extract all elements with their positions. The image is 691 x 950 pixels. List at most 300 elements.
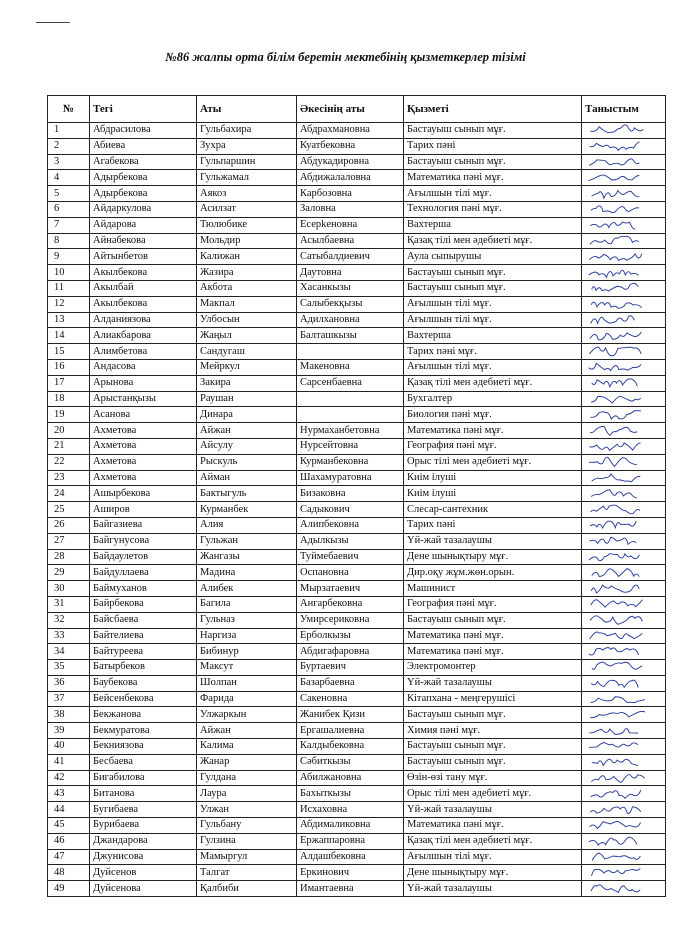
row-patronymic: Салыбекқызы	[297, 296, 404, 312]
row-patronymic: Жанибек Қизи	[297, 707, 404, 723]
row-number: 42	[48, 770, 90, 786]
row-number: 45	[48, 818, 90, 834]
row-surname: Алиакбарова	[90, 328, 197, 344]
row-surname: Ахметова	[90, 438, 197, 454]
row-position: Үй-жай тазалаушы	[404, 675, 582, 691]
row-signature	[582, 707, 666, 723]
header-surname: Тегі	[90, 96, 197, 123]
row-patronymic: Адылкызы	[297, 533, 404, 549]
row-number: 10	[48, 265, 90, 281]
row-position: Математика пәні мұғ.	[404, 628, 582, 644]
row-surname: Байрбекова	[90, 596, 197, 612]
handwritten-signature-icon	[585, 645, 645, 659]
row-number: 27	[48, 533, 90, 549]
table-row	[48, 517, 666, 533]
handwritten-signature-icon	[585, 597, 645, 611]
row-signature	[582, 644, 666, 660]
row-signature	[582, 849, 666, 865]
row-name: Гульпаршин	[197, 154, 297, 170]
handwritten-signature-icon	[585, 408, 645, 422]
row-patronymic: Сарсенбаевна	[297, 375, 404, 391]
row-signature	[582, 596, 666, 612]
row-name: Раушан	[197, 391, 297, 407]
row-position: Вахтерша	[404, 217, 582, 233]
row-name: Шолпан	[197, 675, 297, 691]
row-position: Дене шынықтыру мұғ.	[404, 549, 582, 565]
document-title: №86 жалпы орта білім беретін мектебінің қызметкерлер тізімі	[165, 50, 526, 64]
handwritten-signature-icon	[585, 724, 645, 738]
row-patronymic: Еркинович	[297, 865, 404, 881]
row-position: Электромонтер	[404, 660, 582, 676]
row-number: 18	[48, 391, 90, 407]
row-number: 46	[48, 833, 90, 849]
row-patronymic: Шахамуратовна	[297, 470, 404, 486]
row-signature	[582, 533, 666, 549]
row-surname: Баймуханов	[90, 581, 197, 597]
row-surname: Бекжанова	[90, 707, 197, 723]
table-row	[48, 438, 666, 454]
table-row	[48, 154, 666, 170]
row-position: Қазақ тілі мен әдебиеті мұғ.	[404, 375, 582, 391]
row-surname: Акылбекова	[90, 296, 197, 312]
table-row	[48, 328, 666, 344]
handwritten-signature-icon	[585, 629, 645, 643]
row-position: Орыс тілі мен әдебиеті мұғ.	[404, 454, 582, 470]
row-signature	[582, 201, 666, 217]
row-number: 22	[48, 454, 90, 470]
table-row	[48, 865, 666, 881]
table-row	[48, 170, 666, 186]
row-patronymic: Базарбаевна	[297, 675, 404, 691]
handwritten-signature-icon	[585, 582, 645, 596]
row-position: Бастауыш сынып мұғ.	[404, 123, 582, 139]
row-position: Үй-жай тазалаушы	[404, 881, 582, 897]
row-position: Өзін-өзі тану мұғ.	[404, 770, 582, 786]
row-signature	[582, 265, 666, 281]
row-signature	[582, 312, 666, 328]
row-surname: Байтелиева	[90, 628, 197, 644]
handwritten-signature-icon	[585, 518, 645, 532]
table-row	[48, 754, 666, 770]
handwritten-signature-icon	[585, 503, 645, 517]
handwritten-signature-icon	[585, 787, 645, 801]
handwritten-signature-icon	[585, 771, 645, 785]
row-position: География пәні мұғ.	[404, 438, 582, 454]
table-row	[48, 581, 666, 597]
row-number: 29	[48, 565, 90, 581]
row-surname: Битанова	[90, 786, 197, 802]
handwritten-signature-icon	[585, 123, 645, 137]
table-row	[48, 233, 666, 249]
row-surname: Бигабилова	[90, 770, 197, 786]
row-surname: Адырбекова	[90, 170, 197, 186]
table-row	[48, 265, 666, 281]
row-surname: Джандарова	[90, 833, 197, 849]
table-row	[48, 628, 666, 644]
row-patronymic: Исхаховна	[297, 802, 404, 818]
header-patronymic: Әкесінің аты	[297, 96, 404, 123]
row-signature	[582, 549, 666, 565]
row-position: Ағылшын тілі мұғ.	[404, 186, 582, 202]
handwritten-signature-icon	[585, 376, 645, 390]
row-position: Қазақ тілі мен әдебиеті мұғ.	[404, 233, 582, 249]
row-number: 47	[48, 849, 90, 865]
row-position: Вахтерша	[404, 328, 582, 344]
row-patronymic: Асылбаевна	[297, 233, 404, 249]
table-header-row	[48, 96, 666, 123]
handwritten-signature-icon	[585, 234, 645, 248]
row-number: 25	[48, 502, 90, 518]
table-row	[48, 201, 666, 217]
handwritten-signature-icon	[585, 692, 645, 706]
row-surname: Батырбеков	[90, 660, 197, 676]
handwritten-signature-icon	[585, 424, 645, 438]
handwritten-signature-icon	[585, 187, 645, 201]
row-signature	[582, 138, 666, 154]
table-row	[48, 502, 666, 518]
row-patronymic: Ерболкызы	[297, 628, 404, 644]
handwritten-signature-icon	[585, 818, 645, 832]
row-patronymic: Куатбековна	[297, 138, 404, 154]
handwritten-signature-icon	[585, 534, 645, 548]
top-rule	[36, 22, 70, 23]
row-name: Макпал	[197, 296, 297, 312]
row-patronymic: Сатыбалдиевич	[297, 249, 404, 265]
table-row	[48, 375, 666, 391]
row-surname: Бесбаева	[90, 754, 197, 770]
row-number: 13	[48, 312, 90, 328]
row-patronymic: Калдыбековна	[297, 739, 404, 755]
row-signature	[582, 660, 666, 676]
table-row	[48, 217, 666, 233]
row-position: География пәні мұғ.	[404, 596, 582, 612]
row-patronymic	[297, 391, 404, 407]
row-surname: Ашырбекова	[90, 486, 197, 502]
row-signature	[582, 486, 666, 502]
row-patronymic: Алипбековна	[297, 517, 404, 533]
handwritten-signature-icon	[585, 834, 645, 848]
row-number: 6	[48, 201, 90, 217]
row-patronymic: Бизаковна	[297, 486, 404, 502]
handwritten-signature-icon	[585, 313, 645, 327]
row-surname: Дуйсенов	[90, 865, 197, 881]
table-row	[48, 833, 666, 849]
handwritten-signature-icon	[585, 392, 645, 406]
handwritten-signature-icon	[585, 550, 645, 564]
row-signature	[582, 454, 666, 470]
row-name: Гульбану	[197, 818, 297, 834]
table-row	[48, 691, 666, 707]
row-name: Мадина	[197, 565, 297, 581]
table-row	[48, 486, 666, 502]
row-position: Технология пәні мұғ.	[404, 201, 582, 217]
row-surname: Байтуреева	[90, 644, 197, 660]
row-patronymic: Хасанкызы	[297, 280, 404, 296]
row-position: Математика пәні мұғ.	[404, 644, 582, 660]
row-name: Гульжан	[197, 533, 297, 549]
table-row	[48, 786, 666, 802]
row-signature	[582, 217, 666, 233]
row-patronymic: Заловна	[297, 201, 404, 217]
table-row	[48, 533, 666, 549]
row-number: 2	[48, 138, 90, 154]
row-position: Математика пәні мұғ.	[404, 423, 582, 439]
row-patronymic: Абдрахмановна	[297, 123, 404, 139]
row-signature	[582, 833, 666, 849]
handwritten-signature-icon	[585, 345, 645, 359]
row-surname: Байдаулетов	[90, 549, 197, 565]
row-position: Киім ілуші	[404, 486, 582, 502]
row-name: Максут	[197, 660, 297, 676]
row-surname: Ахметова	[90, 470, 197, 486]
row-position: Ағылшын тілі мұғ.	[404, 312, 582, 328]
row-surname: Ахметова	[90, 454, 197, 470]
row-signature	[582, 802, 666, 818]
header-signature: Таныстым	[582, 96, 666, 123]
row-number: 11	[48, 280, 90, 296]
row-position: Тарих пәні	[404, 517, 582, 533]
row-surname: Айнабекова	[90, 233, 197, 249]
handwritten-signature-icon	[585, 360, 645, 374]
row-position: Кітапхана - меңгерушісі	[404, 691, 582, 707]
row-position: Бастауыш сынып мұғ.	[404, 612, 582, 628]
row-number: 39	[48, 723, 90, 739]
row-surname: Агабекова	[90, 154, 197, 170]
row-name: Зухра	[197, 138, 297, 154]
row-signature	[582, 786, 666, 802]
table-row	[48, 565, 666, 581]
handwritten-signature-icon	[585, 566, 645, 580]
row-number: 38	[48, 707, 90, 723]
table-row	[48, 423, 666, 439]
row-name: Наргиза	[197, 628, 297, 644]
table-row	[48, 770, 666, 786]
row-number: 40	[48, 739, 90, 755]
handwritten-signature-icon	[585, 250, 645, 264]
table-row	[48, 660, 666, 676]
row-name: Сандугаш	[197, 344, 297, 360]
row-number: 20	[48, 423, 90, 439]
row-patronymic: Алдашбековна	[297, 849, 404, 865]
handwritten-signature-icon	[585, 613, 645, 627]
row-position: Тарих пәні	[404, 138, 582, 154]
table-row	[48, 249, 666, 265]
table-row	[48, 312, 666, 328]
row-signature	[582, 628, 666, 644]
row-signature	[582, 818, 666, 834]
row-signature	[582, 391, 666, 407]
row-patronymic: Абилжановна	[297, 770, 404, 786]
row-patronymic: Буртаевич	[297, 660, 404, 676]
row-signature	[582, 517, 666, 533]
row-surname: Бугибаева	[90, 802, 197, 818]
table-row	[48, 849, 666, 865]
handwritten-signature-icon	[585, 218, 645, 232]
handwritten-signature-icon	[585, 329, 645, 343]
handwritten-signature-icon	[585, 139, 645, 153]
row-signature	[582, 186, 666, 202]
row-position: Аула сыпырушы	[404, 249, 582, 265]
handwritten-signature-icon	[585, 471, 645, 485]
row-position: Бастауыш сынып мұғ.	[404, 707, 582, 723]
row-signature	[582, 296, 666, 312]
table-row	[48, 596, 666, 612]
row-patronymic	[297, 344, 404, 360]
row-surname: Асанова	[90, 407, 197, 423]
row-number: 3	[48, 154, 90, 170]
row-name: Гульбахира	[197, 123, 297, 139]
row-surname: Баубекова	[90, 675, 197, 691]
row-signature	[582, 154, 666, 170]
row-position: Математика пәні мұғ.	[404, 818, 582, 834]
table-row	[48, 296, 666, 312]
row-surname: Байгунусова	[90, 533, 197, 549]
row-name: Жазира	[197, 265, 297, 281]
handwritten-signature-icon	[585, 866, 645, 880]
row-position: Химия пәні мұғ.	[404, 723, 582, 739]
row-position: Бухгалтер	[404, 391, 582, 407]
row-surname: Бекниязова	[90, 739, 197, 755]
row-name: Айсулу	[197, 438, 297, 454]
row-name: Бибинур	[197, 644, 297, 660]
row-patronymic: Ангарбековна	[297, 596, 404, 612]
row-name: Айжан	[197, 423, 297, 439]
row-patronymic: Даутовна	[297, 265, 404, 281]
row-surname: Джунисова	[90, 849, 197, 865]
row-name: Калижан	[197, 249, 297, 265]
row-surname: Акылбай	[90, 280, 197, 296]
row-number: 16	[48, 359, 90, 375]
row-number: 24	[48, 486, 90, 502]
row-signature	[582, 502, 666, 518]
row-number: 37	[48, 691, 90, 707]
row-position: Киім ілуші	[404, 470, 582, 486]
row-surname: Айдаркулова	[90, 201, 197, 217]
row-name: Айман	[197, 470, 297, 486]
row-signature	[582, 438, 666, 454]
row-number: 1	[48, 123, 90, 139]
table-row	[48, 138, 666, 154]
row-surname: Ахметова	[90, 423, 197, 439]
handwritten-signature-icon	[585, 708, 645, 722]
row-surname: Бурибаева	[90, 818, 197, 834]
row-signature	[582, 675, 666, 691]
row-position: Бастауыш сынып мұғ.	[404, 280, 582, 296]
handwritten-signature-icon	[585, 155, 645, 169]
handwritten-signature-icon	[585, 755, 645, 769]
row-signature	[582, 470, 666, 486]
row-signature	[582, 423, 666, 439]
handwritten-signature-icon	[585, 281, 645, 295]
row-signature	[582, 407, 666, 423]
table-row	[48, 344, 666, 360]
row-number: 48	[48, 865, 90, 881]
row-patronymic: Сәбиткызы	[297, 754, 404, 770]
row-number: 44	[48, 802, 90, 818]
table-row	[48, 707, 666, 723]
row-patronymic: Оспановна	[297, 565, 404, 581]
table-row	[48, 186, 666, 202]
row-signature	[582, 770, 666, 786]
row-patronymic: Садыкович	[297, 502, 404, 518]
handwritten-signature-icon	[585, 202, 645, 216]
row-position: Бастауыш сынып мұғ.	[404, 754, 582, 770]
row-patronymic: Туймебаевич	[297, 549, 404, 565]
row-position: Математика пәні мұғ.	[404, 170, 582, 186]
row-number: 28	[48, 549, 90, 565]
header-name: Аты	[197, 96, 297, 123]
table-row	[48, 123, 666, 139]
row-signature	[582, 865, 666, 881]
row-patronymic: Балташкызы	[297, 328, 404, 344]
row-name: Айжан	[197, 723, 297, 739]
row-patronymic: Макеновна	[297, 359, 404, 375]
row-position: Бастауыш сынып мұғ.	[404, 154, 582, 170]
table-row	[48, 675, 666, 691]
row-patronymic: Нурсейтовна	[297, 438, 404, 454]
row-surname: Адырбекова	[90, 186, 197, 202]
row-number: 31	[48, 596, 90, 612]
row-position: Қазақ тілі мен әдебиеті мұғ.	[404, 833, 582, 849]
row-patronymic: Ергашалиевна	[297, 723, 404, 739]
handwritten-signature-icon	[585, 660, 645, 674]
row-name: Талгат	[197, 865, 297, 881]
row-number: 15	[48, 344, 90, 360]
row-signature	[582, 565, 666, 581]
row-name: Улжаркын	[197, 707, 297, 723]
row-position: Машинист	[404, 581, 582, 597]
row-position: Бастауыш сынып мұғ.	[404, 265, 582, 281]
handwritten-signature-icon	[585, 439, 645, 453]
handwritten-signature-icon	[585, 882, 645, 896]
table-row	[48, 280, 666, 296]
row-patronymic: Нурмаханбетовна	[297, 423, 404, 439]
row-name: Мейркул	[197, 359, 297, 375]
row-patronymic: Абдигафаровна	[297, 644, 404, 660]
handwritten-signature-icon	[585, 487, 645, 501]
row-surname: Байсбаева	[90, 612, 197, 628]
row-name: Динара	[197, 407, 297, 423]
handwritten-signature-icon	[585, 171, 645, 185]
row-surname: Бекмуратова	[90, 723, 197, 739]
row-surname: Алданиязова	[90, 312, 197, 328]
row-surname: Алимбетова	[90, 344, 197, 360]
row-patronymic: Бахыткызы	[297, 786, 404, 802]
row-number: 17	[48, 375, 90, 391]
row-patronymic: Сакеновна	[297, 691, 404, 707]
row-patronymic	[297, 407, 404, 423]
row-name: Алибек	[197, 581, 297, 597]
row-number: 7	[48, 217, 90, 233]
row-surname: Байгазиева	[90, 517, 197, 533]
row-name: Акбота	[197, 280, 297, 296]
table-row	[48, 454, 666, 470]
row-name: Улбосын	[197, 312, 297, 328]
row-signature	[582, 123, 666, 139]
row-signature	[582, 739, 666, 755]
row-name: Жаңыл	[197, 328, 297, 344]
row-position: Ағылшын тілі мұғ.	[404, 849, 582, 865]
handwritten-signature-icon	[585, 739, 645, 753]
row-number: 5	[48, 186, 90, 202]
table-row	[48, 802, 666, 818]
row-number: 21	[48, 438, 90, 454]
row-number: 34	[48, 644, 90, 660]
row-position: Дене шынықтыру мұғ.	[404, 865, 582, 881]
table-row	[48, 470, 666, 486]
row-position: Биология пәні мұғ.	[404, 407, 582, 423]
row-surname: Айдарова	[90, 217, 197, 233]
